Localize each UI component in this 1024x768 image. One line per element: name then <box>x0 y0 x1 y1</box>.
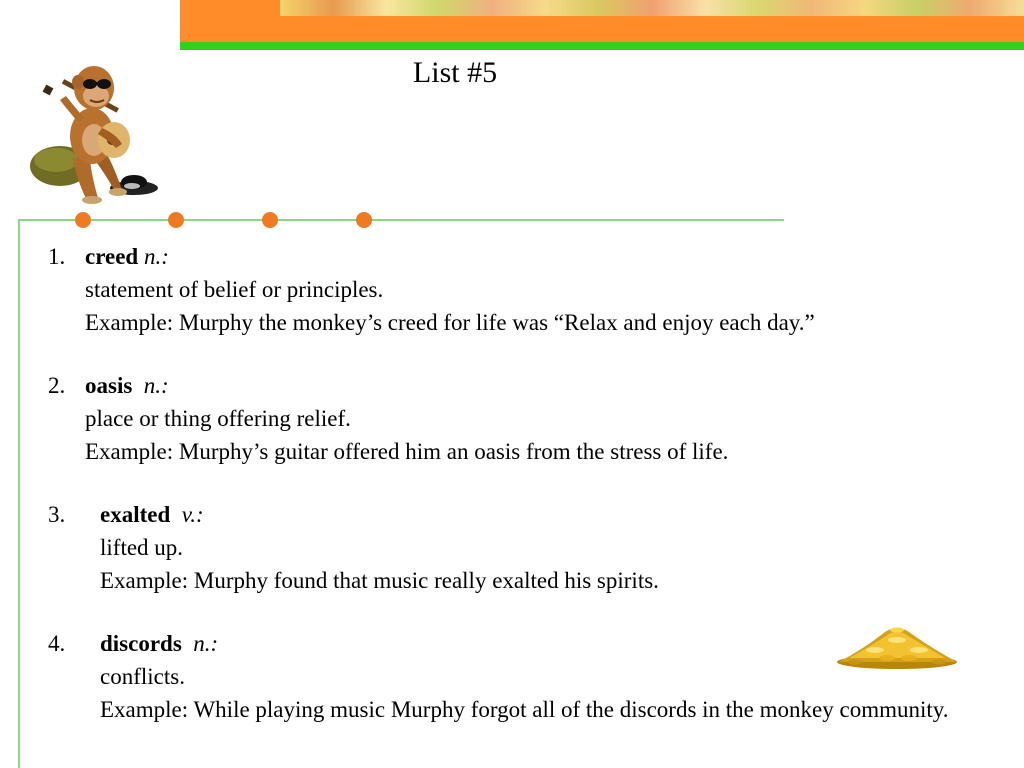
left-border-line <box>18 219 20 768</box>
entry-example: Example: Murphy’s guitar offered him an oasis from the stress of life. <box>85 439 729 464</box>
entry-part-of-speech: n.: <box>193 631 219 656</box>
vocab-entry <box>48 240 1023 339</box>
entry-definition: statement of belief or principles. <box>85 277 384 302</box>
entry-number: 4. <box>48 631 66 656</box>
entry-number: 3. <box>48 502 66 527</box>
entry-part-of-speech: n.: <box>143 244 169 269</box>
monkey-guitar-illustration <box>22 48 162 208</box>
divider-dot <box>75 212 91 228</box>
vocab-entry <box>48 498 1023 597</box>
entry-part-of-speech: v.: <box>181 502 204 527</box>
entry-example: Example: Murphy the monkey’s creed for life was “Relax and enjoy each day.” <box>85 310 815 335</box>
vocabulary-list <box>48 240 1023 756</box>
vocab-entry <box>48 369 1023 468</box>
entry-definition: lifted up. <box>100 535 184 560</box>
entry-term: creed <box>85 244 139 269</box>
entry-example: Example: While playing music Murphy forgot all of the discords in the monkey community. <box>100 697 949 722</box>
entry-example: Example: Murphy found that music really exalted his spirits. <box>100 568 659 593</box>
entry-term: exalted <box>100 502 171 527</box>
divider-dot <box>356 212 372 228</box>
entry-number: 1. <box>48 244 66 269</box>
slide-title: List #5 <box>412 56 498 89</box>
entry-term: oasis <box>85 373 133 398</box>
flower-strip-decoration <box>280 0 1024 16</box>
entry-number: 2. <box>48 373 66 398</box>
entry-term: discords <box>100 631 182 656</box>
entry-part-of-speech: n.: <box>143 373 169 398</box>
section-divider <box>18 219 784 221</box>
entry-definition: place or thing offering relief. <box>85 406 351 431</box>
header-banner <box>180 0 1024 46</box>
divider-dot <box>168 212 184 228</box>
gold-coins-illustration <box>835 618 960 670</box>
divider-dot <box>262 212 278 228</box>
header-green-line <box>180 42 1024 50</box>
entry-definition: conflicts. <box>100 664 185 689</box>
